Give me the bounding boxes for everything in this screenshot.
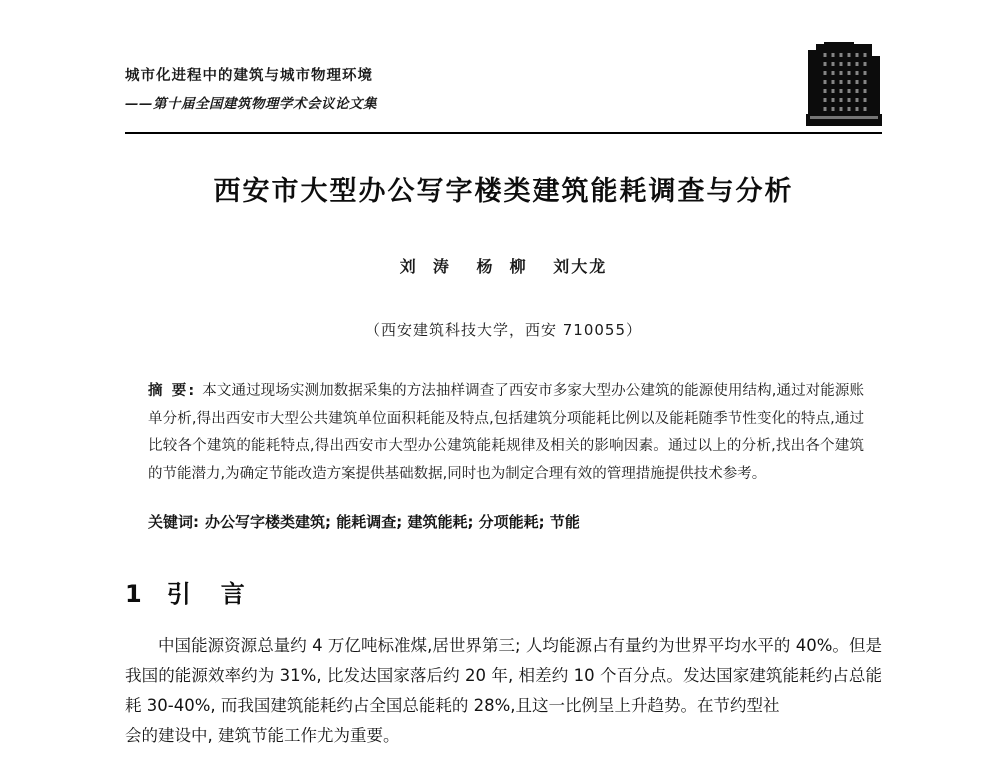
keywords (148, 511, 864, 532)
abstract-label: 摘 要: (148, 383, 197, 400)
section-1-title: 引 言 (166, 579, 248, 608)
building-image (806, 42, 882, 128)
keywords-label: 关键词: (148, 512, 199, 531)
abstract (148, 378, 864, 488)
proceedings-series-title: 城市化进程中的建筑与城市物理环境 (125, 68, 373, 84)
keywords-text: 办公写字楼类建筑; 能耗调查; 建筑能耗; 分项能耗; 节能 (205, 512, 580, 531)
intro-paragraph: 中国能源资源总量约 4 万亿吨标准煤,居世界第三; 人均能源占有量约为世界平均水平的 40%。但是我国的能源效率约为 31%, 比发达国家落后约 20 年, 相差约 10 个百分点。发达国家建筑能耗约占总能耗 30-40%, 而我国建筑能耗约占全国总能耗的 28%,且这一比例呈上升趋势。在节约型社 (125, 635, 882, 715)
abstract-text: 本文通过现场实测加数据采集的方法抽样调查了西安市多家大型办公建筑的能源使用结构,通过对能源账单分析,得出西安市大型公共建筑单位面积耗能及特点,包括建筑分项能耗比例以及能耗随季节性变化的特点,通过比较各个建筑的能耗特点,得出西安市大型办公建筑能耗规律及相关的影响因素。通过以上的分析,找出各个建筑的节能潜力,为确定节能改造方案提供基础数据,同时也为制定合理有效的管理措施提供技术参考。 (148, 383, 864, 483)
section-1-number: 1 (125, 579, 145, 608)
cutoff-text-line: 会的建设中, 建筑节能工作尤为重要。 (125, 725, 400, 745)
proceedings-volume-title: ——第十届全国建筑物理学术会议论文集 (125, 96, 377, 112)
authors: 刘 涛 杨 柳 刘大龙 (399, 257, 608, 277)
proceedings-header (125, 42, 377, 112)
page-header (125, 42, 882, 128)
header-divider (125, 132, 882, 134)
section-1-heading (125, 574, 882, 609)
paper-title: 西安市大型办公写字楼类建筑能耗调查与分析 (213, 176, 794, 207)
affiliation: （西安建筑科技大学，西安 710055） (364, 321, 643, 340)
